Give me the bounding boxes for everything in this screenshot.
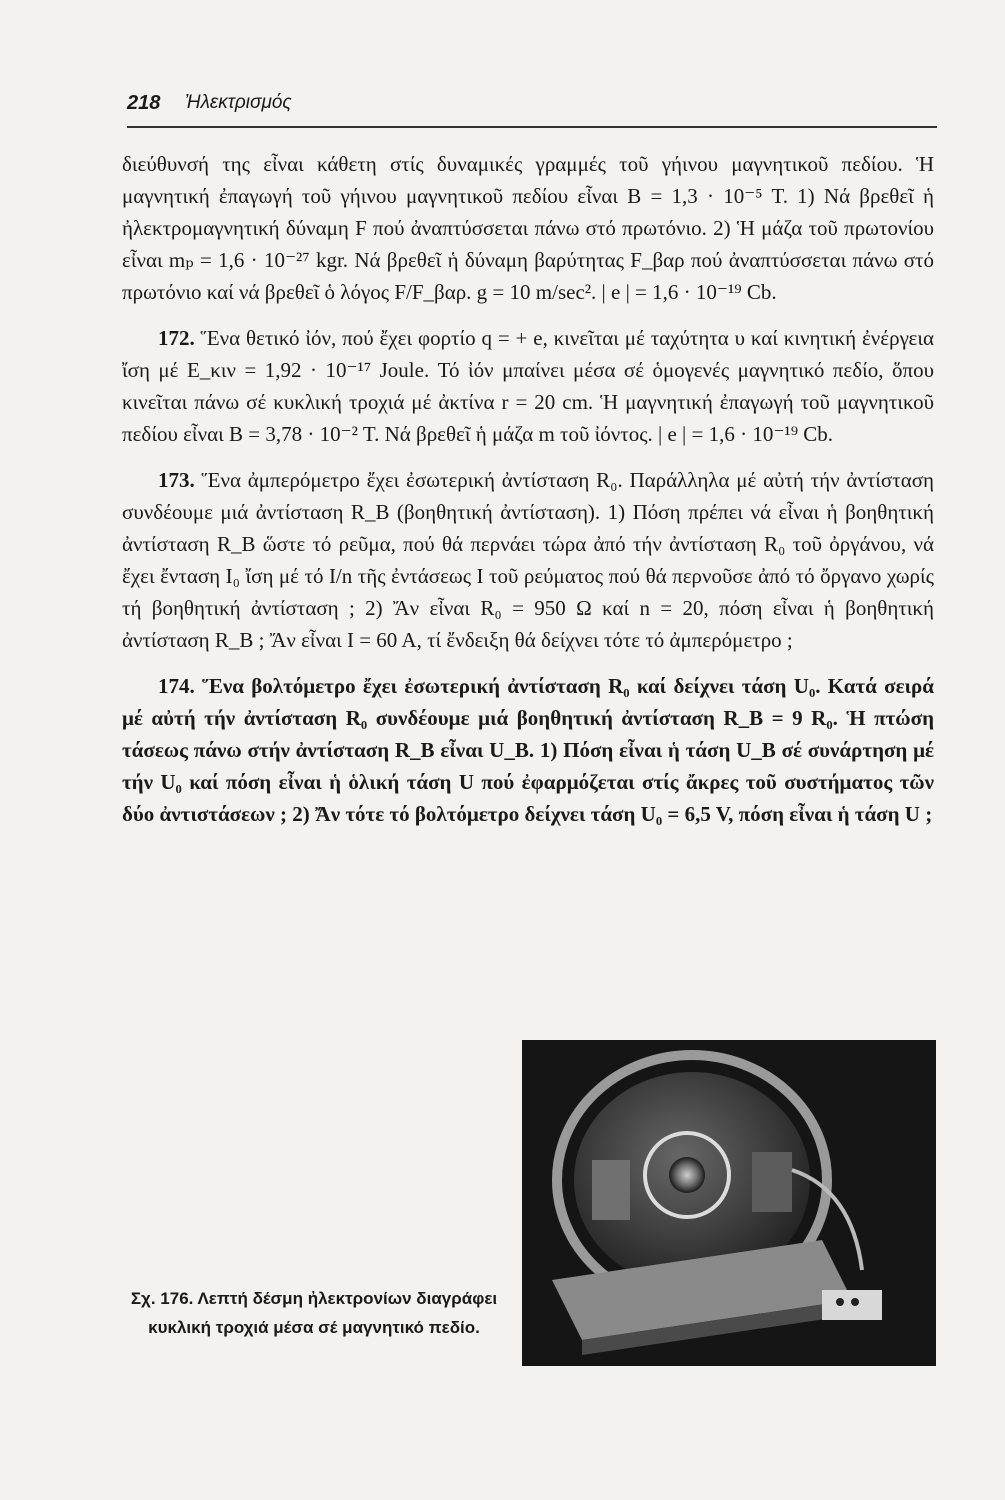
problem-text: Ἕνα βολτόμετρο ἔχει ἐσωτερική ἀντίσταση R₀ καί δείχνει τάση U₀. Κατά σειρά μέ αὐτή τήν ἀντίσταση R₀ συνδέουμε μιά βοηθητική ἀντίσταση R_B = 9 R₀. Ἡ πτώση τάσεως πάνω στήν ἀντίσταση R_B εἶναι U_B. 1) Πόση εἶναι ἡ τάση U_B σέ συνάρτηση μέ τήν U₀ καί πόση εἶναι ἡ ὁλική τάση U πού ἐφαρμόζεται στίς ἄκρες τοῦ συστήματος τῶν δύο ἀντιστάσεων ; 2) Ἄν τότε τό βολτόμετρο δείχνει τάση U₀ = 6,5 V, πόση εἶναι ἡ τάση U ;	[122, 674, 935, 826]
page-number: 218	[127, 92, 161, 114]
problem-174	[122, 670, 934, 830]
electron-beam-apparatus-image	[522, 1040, 936, 1366]
problem-number: 172.	[158, 326, 195, 350]
paragraph-continuation: διεύθυνσή της εἶναι κάθετη στίς δυναμικές γραμμές τοῦ γήινου μαγνητικοῦ πεδίου. Ἡ μαγνητική ἐπαγωγή τοῦ γήινου μαγνητικοῦ πεδίου εἶναι B = 1,3 · 10⁻⁵ T. 1) Νά βρεθεῖ ἡ ἠλεκτρομαγνητική δύναμη F πού ἀναπτύσσεται πάνω στό πρωτόνιο. 2) Ἡ μάζα τοῦ πρωτονίου εἶναι mₚ = 1,6 · 10⁻²⁷ kgr. Νά βρεθεῖ ἡ δύναμη βαρύτητας F_βαρ πού ἀναπτύσσεται πάνω στό πρωτόνιο καί νά βρεθεῖ ὁ λόγος F/F_βαρ. g = 10 m/sec². | e | = 1,6 · 10⁻¹⁹ Cb.	[122, 152, 934, 304]
problem-text: Ἕνα ἀμπερόμετρο ἔχει ἐσωτερική ἀντίσταση R₀. Παράλληλα μέ αὐτή τήν ἀντίσταση συνδέουμε μιά ἀντίσταση R_B (βοηθητική ἀντίσταση). 1) Πόση πρέπει νά εἶναι ἡ βοηθητική ἀντίσταση R_B ὥστε τό ρεῦμα, πού θά περνάει τώρα ἀπό τήν ἀντίσταση R₀ τοῦ ὀργάνου, νά ἔχει ἔνταση I₀ ἴση μέ τό I/n τῆς ἐντάσεως I τοῦ ρεύματος πού θά περνοῦσε ἀπό τό ὄργανο χωρίς τή βοηθητική ἀντίσταση ; 2) Ἄν εἶναι R₀ = 950 Ω καί n = 20, πόση εἶναι ἡ βοηθητική ἀντίσταση R_B ; Ἄν εἶναι I = 60 A, τί ἔνδειξη θά δείχνει τότε τό ἀμπερόμετρο ;	[122, 468, 934, 652]
problem-172	[122, 322, 934, 450]
figure-photo	[522, 1040, 936, 1366]
problem-text: Ἕνα θετικό ἰόν, πού ἔχει φορτίο q = + e, κινεῖται μέ ταχύτητα υ καί κινητική ἐνέργεια ἴση μέ E_κιν = 1,92 · 10⁻¹⁷ Joule. Τό ἰόν μπαίνει μέσα σέ ὁμογενές μαγνητικό πεδίο, ὅπου κινεῖται πάνω σέ κυκλική τροχιά μέ ἀκτίνα r = 20 cm. Ἡ μαγνητική ἐπαγωγή τοῦ μαγνητικοῦ πεδίου εἶναι B = 3,78 · 10⁻² T. Νά βρεθεῖ ἡ μάζα m τοῦ ἰόντος. | e | = 1,6 · 10⁻¹⁹ Cb.	[122, 326, 934, 446]
body-text	[122, 148, 934, 844]
problem-173	[122, 464, 934, 656]
problem-number: 174.	[158, 674, 195, 698]
problem-number: 173.	[158, 468, 195, 492]
page-header	[127, 88, 937, 128]
running-head: Ἠλεκτρισμός	[185, 92, 292, 113]
figure-caption: Σχ. 176. Λεπτή δέσμη ἠλεκτρονίων διαγράφει κυκλική τροχιά μέσα σέ μαγνητικό πεδίο.	[130, 1289, 498, 1337]
